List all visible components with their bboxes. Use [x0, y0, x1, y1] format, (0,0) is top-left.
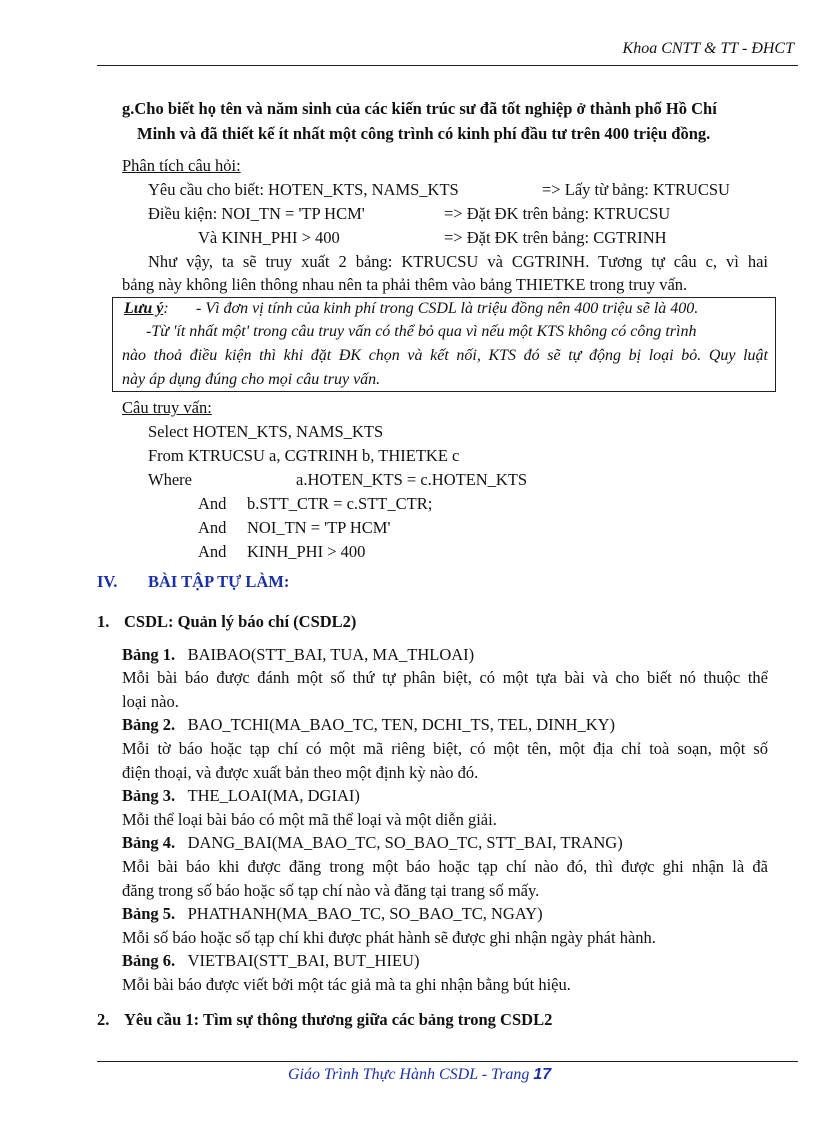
note-label: Lưu ý — [124, 300, 164, 317]
item-2-number: 2. — [97, 1010, 110, 1029]
table-2-desc-1: Mỗi tờ báo hoặc tạp chí có một mã riêng biệt, có một tên, một địa chỉ toà soạn, một số — [122, 739, 768, 758]
section-number: IV. — [97, 572, 118, 591]
table-3-desc-1: Mỗi thể loại bài báo có một mã thể loại và một diễn giải. — [122, 810, 497, 829]
analysis-paragraph-line-2: bảng này không liên thông nhau nên ta phải thêm vào bảng THIETKE trong truy vấn. — [122, 275, 688, 294]
page-number: 17 — [533, 1066, 552, 1083]
note-label-group — [124, 300, 169, 318]
table-5-schema: PHATHANH(MA_BAO_TC, SO_BAO_TC, NGAY) — [187, 904, 543, 923]
item-1-number: 1. — [97, 612, 110, 631]
table-3-label: Bảng 3. — [122, 786, 176, 805]
query-from: From KTRUCSU a, CGTRINH b, THIETKE c — [148, 446, 460, 465]
table-4-desc-1: Mỗi bài báo khi được đăng trong một báo hoặc tạp chí nào đó, thì được ghi nhận là đã — [122, 857, 768, 876]
table-1-desc-1: Mỗi bài báo được đánh một số thứ tự phân biệt, có một tựa bài và cho biết nó thuộc thể — [122, 668, 768, 687]
table-6-header — [122, 951, 419, 971]
query-and-keyword-1: And — [198, 494, 227, 513]
analysis-heading: Phân tích câu hỏi: — [122, 156, 241, 175]
query-and-1: b.STT_CTR = c.STT_CTR; — [247, 494, 433, 513]
note-line-1: - Vì đơn vị tính của kinh phí trong CSDL là triệu đồng nên 400 triệu sẽ là 400. — [196, 300, 699, 317]
question-line-1: g.Cho biết họ tên và năm sinh của các kiến trúc sư đã tốt nghiệp ở thành phố Hồ Chí — [122, 99, 717, 118]
table-1-desc-2: loại nào. — [122, 692, 179, 711]
table-1-header — [122, 645, 474, 665]
note-colon: : — [163, 300, 169, 317]
table-1-schema: BAIBAO(STT_BAI, TUA, MA_THLOAI) — [187, 645, 475, 664]
table-4-schema: DANG_BAI(MA_BAO_TC, SO_BAO_TC, STT_BAI, TRANG) — [187, 833, 623, 852]
table-5-header — [122, 904, 543, 924]
item-1-title: CSDL: Quản lý báo chí (CSDL2) — [124, 612, 357, 631]
table-3-schema: THE_LOAI(MA, DGIAI) — [187, 786, 360, 805]
and-condition-left: Và KINH_PHI > 400 — [198, 228, 340, 247]
table-4-desc-2: đăng trong số báo hoặc số tạp chí nào và đăng tại trang số mấy. — [122, 881, 540, 900]
condition-right: => Đặt ĐK trên bảng: KTRUCSU — [444, 204, 671, 223]
table-1-label: Bảng 1. — [122, 645, 176, 664]
analysis-paragraph-line-1: Như vậy, ta sẽ truy xuất 2 bảng: KTRUCSU và CGTRINH. Tương tự câu c, vì hai — [148, 252, 768, 271]
note-line-2: -Từ 'ít nhất một' trong câu truy vấn có thể bỏ qua vì nếu một KTS không có công trình — [146, 323, 697, 340]
query-heading: Câu truy vấn: — [122, 398, 212, 417]
table-3-header — [122, 786, 360, 806]
query-and-3: KINH_PHI > 400 — [247, 542, 366, 561]
table-2-label: Bảng 2. — [122, 715, 176, 734]
table-6-label: Bảng 6. — [122, 951, 176, 970]
question-line-2: Minh và đã thiết kế ít nhất một công trình có kinh phí đầu tư trên 400 triệu đồng. — [137, 124, 711, 143]
and-condition-right: => Đặt ĐK trên bảng: CGTRINH — [444, 228, 667, 247]
footer-text: Giáo Trình Thực Hành CSDL - Trang — [288, 1066, 534, 1083]
table-2-desc-2: điện thoại, và được xuất bản theo một định kỳ nào đó. — [122, 763, 479, 782]
table-5-desc-1: Mỗi số báo hoặc số tạp chí khi được phát hành sẽ được ghi nhận ngày phát hành. — [122, 928, 656, 947]
query-and-2: NOI_TN = 'TP HCM' — [247, 518, 391, 537]
note-line-4: này áp dụng đúng cho mọi câu truy vấn. — [122, 371, 381, 388]
requirement-left: Yêu cầu cho biết: HOTEN_KTS, NAMS_KTS — [148, 180, 459, 199]
section-title: BÀI TẬP TỰ LÀM: — [148, 572, 290, 591]
page-footer — [288, 1066, 551, 1084]
item-2-title: Yêu cầu 1: Tìm sự thông thương giữa các bảng trong CSDL2 — [124, 1010, 553, 1029]
query-where-keyword: Where — [148, 470, 192, 489]
condition-left: Điều kiện: NOI_TN = 'TP HCM' — [148, 204, 365, 223]
page-header: Khoa CNTT & TT - ĐHCT — [622, 40, 794, 57]
query-select: Select HOTEN_KTS, NAMS_KTS — [148, 422, 384, 441]
query-and-keyword-2: And — [198, 518, 227, 537]
requirement-right: => Lấy từ bảng: KTRUCSU — [542, 180, 730, 199]
table-6-schema: VIETBAI(STT_BAI, BUT_HIEU) — [187, 951, 420, 970]
footer-rule — [97, 1061, 798, 1062]
table-4-label: Bảng 4. — [122, 833, 176, 852]
table-5-label: Bảng 5. — [122, 904, 176, 923]
table-2-header — [122, 715, 615, 735]
query-where-condition: a.HOTEN_KTS = c.HOTEN_KTS — [296, 470, 528, 489]
query-and-keyword-3: And — [198, 542, 227, 561]
table-2-schema: BAO_TCHI(MA_BAO_TC, TEN, DCHI_TS, TEL, DINH_KY) — [187, 715, 616, 734]
table-6-desc-1: Mỗi bài báo được viết bởi một tác giả mà ta ghi nhận bằng bút hiệu. — [122, 975, 571, 994]
header-rule — [97, 65, 798, 66]
note-line-3: nào thoả điều kiện thì khi đặt ĐK chọn và kết nối, KTS đó sẽ tự động bị loại bỏ. Quy luật — [122, 347, 768, 364]
table-4-header — [122, 833, 623, 853]
